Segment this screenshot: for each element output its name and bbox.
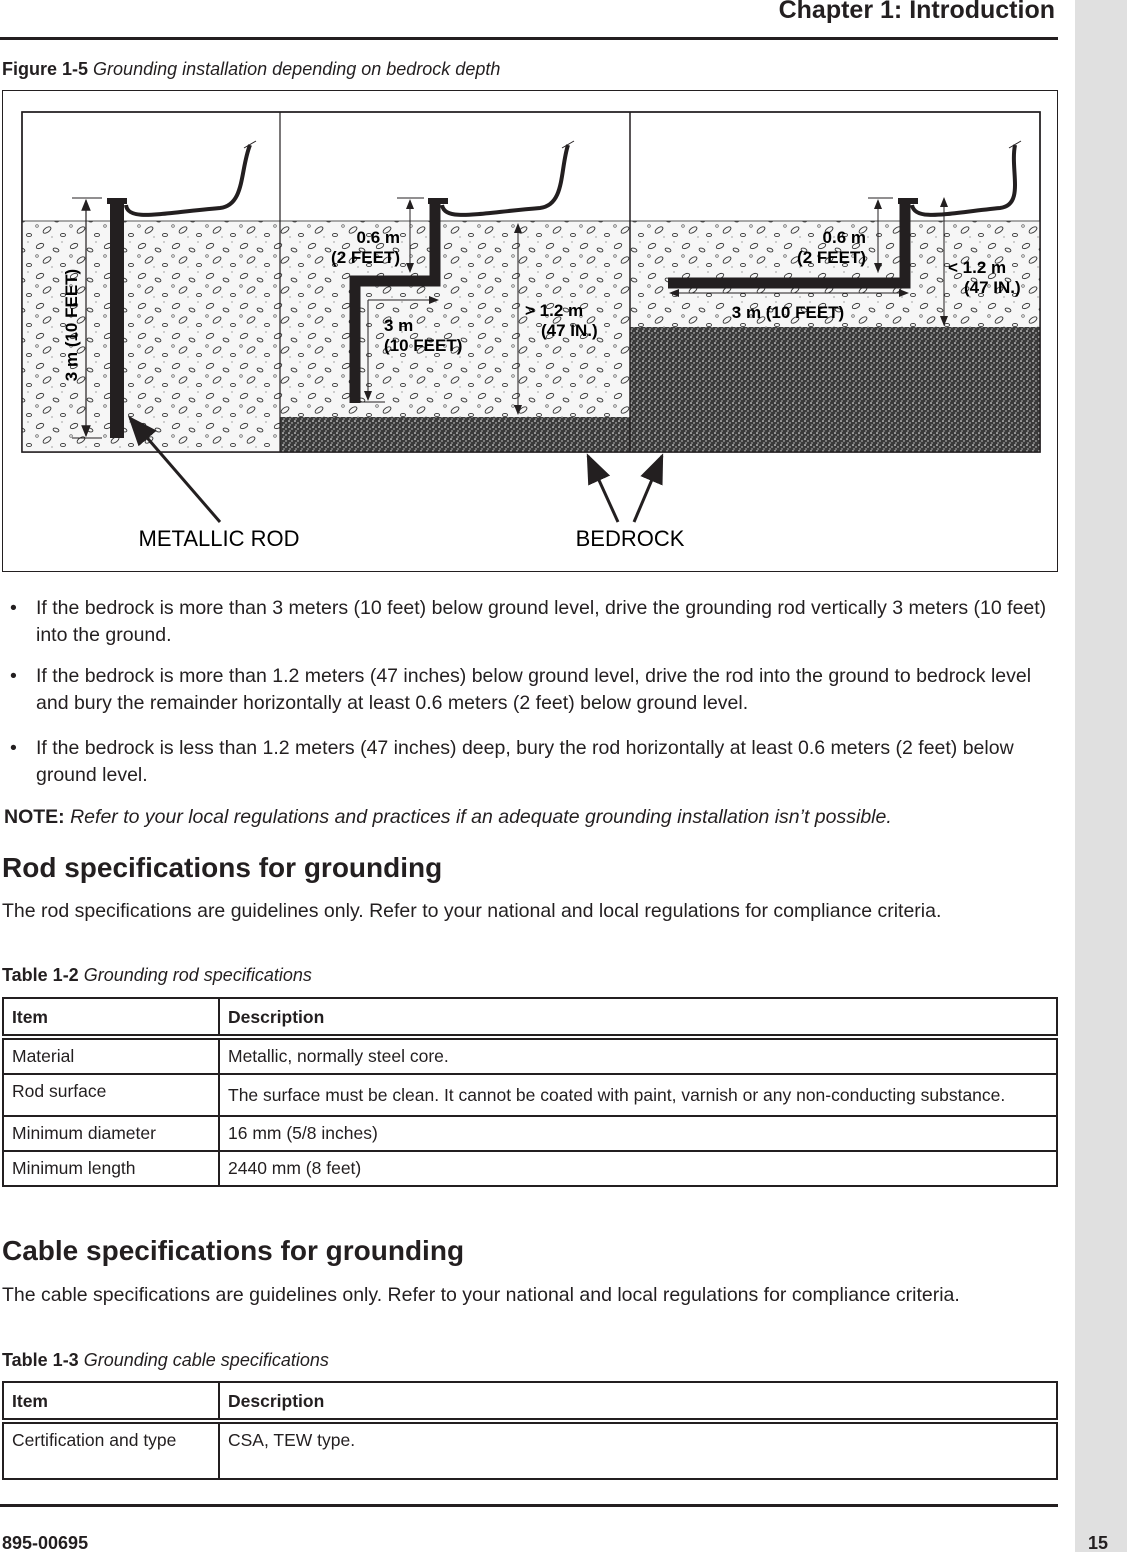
- cell-description: 2440 mm (8 feet): [219, 1151, 1057, 1186]
- cell-description: Metallic, normally steel core.: [219, 1037, 1057, 1074]
- table-caption: [2, 965, 312, 986]
- table-caption-text: Grounding rod specifications: [83, 965, 312, 985]
- bedrock-label: BEDROCK: [575, 526, 685, 551]
- bullet-item: [10, 663, 1050, 717]
- table-row: [3, 1074, 1057, 1116]
- column-header: Description: [219, 998, 1057, 1037]
- column-header: Description: [219, 1382, 1057, 1421]
- figure-label: Figure 1-5: [2, 59, 89, 79]
- bullet-marker: •: [10, 665, 17, 687]
- bedrock-depth-label-panel-3: < 1.2 m: [948, 258, 1007, 277]
- depth-label-panel-1: 3 m (10 FEET): [62, 268, 81, 382]
- cell-item: Material: [3, 1037, 219, 1074]
- depth-label-panel-3: 0.6 m: [822, 228, 866, 247]
- page-number: 15: [1088, 1533, 1109, 1553]
- doc-number: 895-00695: [2, 1533, 89, 1553]
- soil-panel-1: [22, 221, 280, 452]
- length-label-panel-2-ft: (10 FEET): [384, 336, 463, 355]
- cell-description: CSA, TEW type.: [219, 1421, 1057, 1479]
- grounding-diagram: [0, 0, 1060, 580]
- cell-description: The surface must be clean. It cannot be coated with paint, varnish or any non-conducting substance.: [219, 1074, 1057, 1116]
- page-side-tab: [1075, 0, 1127, 1552]
- bedrock-depth-label-panel-3-in: (47 IN.): [964, 278, 1021, 297]
- table-label: Table 1-3: [2, 1350, 79, 1370]
- depth-label-panel-2-ft: (2 FEET): [331, 248, 400, 267]
- rod-spec-table: [2, 997, 1058, 1187]
- length-label-panel-3: 3 m (10 FEET): [731, 303, 845, 322]
- chapter-title: Chapter 1: Introduction: [778, 0, 1055, 24]
- cell-item: Minimum length: [3, 1151, 219, 1186]
- bullet-text: If the bedrock is less than 1.2 meters (47 inches) deep, bury the rod horizontally at least 0.6 meters (2 feet) below ground level.: [36, 737, 1014, 786]
- note-label: NOTE:: [4, 806, 65, 828]
- table-caption: [2, 1350, 329, 1371]
- table-label: Table 1-2: [2, 965, 79, 985]
- table-row: [3, 1421, 1057, 1479]
- cell-item: Minimum diameter: [3, 1116, 219, 1151]
- bedrock-callout-arrow-1: [588, 456, 618, 522]
- column-header: Item: [3, 998, 219, 1037]
- figure-caption-text: Grounding installation depending on bedrock depth: [93, 59, 501, 79]
- table-header-row: [3, 998, 1057, 1037]
- footer-rule: [0, 1504, 1058, 1507]
- cell-item: Certification and type: [3, 1421, 219, 1479]
- table-row: [3, 1116, 1057, 1151]
- depth-label-panel-2: 0.6 m: [356, 228, 400, 247]
- bedrock-depth-label-panel-2-in: (47 IN.): [541, 321, 598, 340]
- cell-item: Rod surface: [3, 1074, 219, 1116]
- bullet-text: If the bedrock is more than 1.2 meters (47 inches) below ground level, drive the rod into the ground to bedrock level and bury the remainder horizontally at least 0.6 meters (2 feet) below ground level.: [36, 665, 1032, 714]
- bullet-text: If the bedrock is more than 3 meters (10 feet) below ground level, drive the grounding rod vertically 3 meters (10 feet) into the ground.: [36, 597, 1047, 646]
- table-row: [3, 1151, 1057, 1186]
- table-caption-text: Grounding cable specifications: [83, 1350, 329, 1370]
- bullet-marker: •: [10, 597, 17, 619]
- bedrock-callout-arrow-2: [634, 456, 662, 522]
- cable-spec-intro: The cable specifications are guidelines only. Refer to your national and local regulations for compliance criteria.: [2, 1284, 960, 1306]
- bullet-item: [10, 735, 1050, 789]
- bullet-item: [10, 595, 1050, 649]
- rod-spec-heading: Rod specifications for grounding: [2, 852, 443, 883]
- rod-spec-intro: The rod specifications are guidelines only. Refer to your national and local regulations for compliance criteria.: [2, 900, 942, 922]
- column-header: Item: [3, 1382, 219, 1421]
- bedrock-panel-2: [280, 417, 630, 452]
- bedrock-depth-label-panel-2: > 1.2 m: [525, 301, 584, 320]
- metallic-rod-label: METALLIC ROD: [138, 526, 300, 551]
- length-label-panel-2: 3 m: [384, 316, 414, 335]
- depth-label-panel-3-ft: (2 FEET): [797, 248, 866, 267]
- note: [4, 806, 892, 829]
- cell-description: 16 mm (5/8 inches): [219, 1116, 1057, 1151]
- cable-spec-heading: Cable specifications for grounding: [2, 1235, 465, 1266]
- cable-spec-table: [2, 1381, 1058, 1480]
- note-text: Refer to your local regulations and practices if an adequate grounding installation isn’t possible.: [70, 806, 892, 828]
- bullet-marker: •: [10, 737, 17, 759]
- table-row: [3, 1037, 1057, 1074]
- table-header-row: [3, 1382, 1057, 1421]
- bedrock-panel-3: [630, 327, 1040, 452]
